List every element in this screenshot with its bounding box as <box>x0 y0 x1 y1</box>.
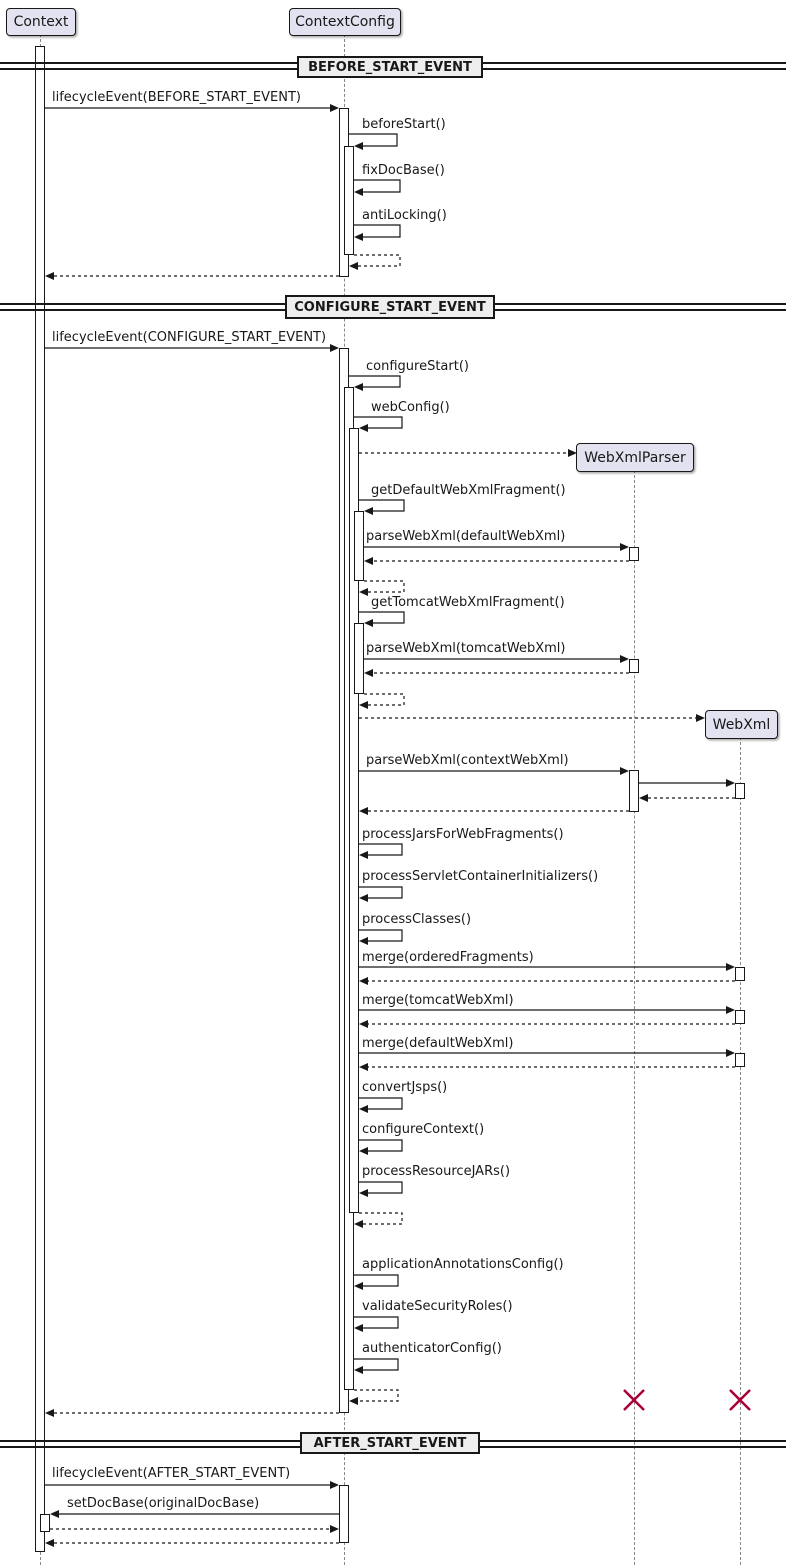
arrow-validate-security-roles <box>354 1317 398 1332</box>
message-label: parseWebXml(contextWebXml) <box>366 753 569 768</box>
message-label: merge(orderedFragments) <box>362 950 534 965</box>
participant-box-context <box>6 8 76 36</box>
activation-wxp-parse-tomcat <box>629 659 639 673</box>
participant-box-contextconfig <box>289 8 401 36</box>
activation-wx-merge-ordered <box>735 967 745 981</box>
message-label: validateSecurityRoles() <box>362 1299 513 1314</box>
activation-wxp-parse-context <box>629 770 639 812</box>
message-label: webConfig() <box>371 400 450 415</box>
activation-wx-merge-default <box>735 1053 745 1067</box>
arrow-parse-context <box>359 767 629 775</box>
participant-name: Context <box>13 14 69 30</box>
divider-label: AFTER_START_EVENT <box>313 1435 467 1451</box>
arrow-return-lifecycle-configure <box>45 1409 339 1417</box>
message-label: processResourceJARs() <box>362 1164 511 1179</box>
message-label: lifecycleEvent(BEFORE_START_EVENT) <box>52 90 301 105</box>
message-label: configureStart() <box>366 359 469 374</box>
message-label: applicationAnnotationsConfig() <box>362 1257 564 1272</box>
arrow-return-merge-ordered <box>359 977 735 985</box>
arrow-return-parse-tomcat <box>364 669 629 677</box>
arrow-configure-context <box>359 1140 402 1155</box>
arrow-before-start <box>349 134 397 150</box>
activation-wx-merge-tomcat <box>735 1010 745 1024</box>
arrow-return-merge-default <box>359 1063 735 1071</box>
message-label: authenticatorConfig() <box>362 1341 502 1356</box>
activation-wx-parse-context <box>735 783 745 799</box>
arrow-get-default-fragment <box>359 500 404 515</box>
participant-box-webxmlparser <box>576 443 694 472</box>
arrow-wxp-to-wx <box>639 779 735 787</box>
participant-box-webxml <box>705 710 778 739</box>
message-label: lifecycleEvent(AFTER_START_EVENT) <box>52 1466 291 1481</box>
arrow-process-resource-jars <box>359 1182 402 1197</box>
arrow-anti-locking <box>354 225 400 241</box>
arrow-process-classes <box>359 930 402 945</box>
arrow-return-parse-context <box>359 807 629 815</box>
message-label: beforeStart() <box>362 117 446 132</box>
arrow-return-before-l2 <box>349 255 400 270</box>
message-label: parseWebXml(tomcatWebXml) <box>366 641 566 656</box>
participant-name: WebXml <box>712 716 771 733</box>
arrow-process-sci <box>359 887 402 902</box>
arrow-return-lifecycle-before <box>45 272 339 280</box>
message-label: processClasses() <box>362 912 472 927</box>
arrow-return-configure-start <box>349 1390 398 1405</box>
participant-name: ContextConfig <box>295 14 395 30</box>
arrow-web-config <box>354 417 402 432</box>
lifeline-webxmlparser <box>634 470 635 1565</box>
activation-cc-after-l1 <box>339 1485 349 1543</box>
message-label: fixDocBase() <box>362 163 445 178</box>
message-label: configureContext() <box>362 1122 485 1137</box>
arrow-create-webxml <box>359 714 705 722</box>
arrow-return-lifecycle-after <box>45 1539 339 1547</box>
divider-after-start-event <box>300 1432 480 1454</box>
arrow-configure-start <box>349 376 400 391</box>
divider-before-start-event <box>297 56 483 78</box>
activation-cc-getdefault-l4 <box>354 511 364 581</box>
arrow-parse-default <box>364 543 629 551</box>
arrow-authenticator-config <box>354 1359 398 1374</box>
message-label: getTomcatWebXmlFragment() <box>371 595 565 610</box>
message-label: processServletContainerInitializers() <box>362 869 599 884</box>
arrow-return-wx-to-wxp <box>639 794 735 802</box>
arrow-fix-doc-base <box>354 180 400 196</box>
activation-wxp-parse-default <box>629 547 639 561</box>
arrow-application-annotations <box>354 1275 398 1290</box>
message-label: processJarsForWebFragments() <box>362 827 564 842</box>
message-label: convertJsps() <box>362 1080 448 1095</box>
arrow-return-webconfig <box>354 1213 402 1228</box>
arrow-convert-jsps <box>359 1098 402 1113</box>
message-label: merge(tomcatWebXml) <box>362 993 514 1008</box>
divider-label: CONFIGURE_START_EVENT <box>294 299 486 315</box>
message-label: lifecycleEvent(CONFIGURE_START_EVENT) <box>52 330 327 345</box>
activation-cc-gettomcat-l4 <box>354 623 364 694</box>
arrow-return-get-tomcat <box>359 694 404 709</box>
message-label: parseWebXml(defaultWebXml) <box>366 529 566 544</box>
message-label: setDocBase(originalDocBase) <box>67 1496 260 1511</box>
arrow-return-get-default <box>359 581 404 596</box>
arrow-return-parse-default <box>364 557 629 565</box>
divider-label: BEFORE_START_EVENT <box>308 59 472 75</box>
activation-context-main <box>35 46 45 1552</box>
message-label: getDefaultWebXmlFragment() <box>371 483 566 498</box>
arrow-process-jars <box>359 844 402 859</box>
arrow-parse-tomcat <box>364 655 629 663</box>
activation-cc-before-l2 <box>344 146 354 255</box>
arrow-create-webxmlparser <box>359 449 577 457</box>
arrow-lifecycle-after <box>45 1481 339 1489</box>
participant-name: WebXmlParser <box>584 449 686 466</box>
arrow-return-merge-tomcat <box>359 1020 735 1028</box>
activation-context-setdocbase <box>40 1514 50 1532</box>
arrow-set-doc-base <box>50 1510 339 1518</box>
arrow-lifecycle-configure <box>45 344 339 352</box>
arrow-get-tomcat-fragment <box>359 612 404 627</box>
arrow-lifecycle-before <box>45 104 339 112</box>
message-label: antiLocking() <box>362 208 447 223</box>
arrow-return-set-doc-base <box>50 1525 339 1533</box>
message-label: merge(defaultWebXml) <box>362 1036 514 1051</box>
divider-configure-start-event <box>285 295 495 319</box>
